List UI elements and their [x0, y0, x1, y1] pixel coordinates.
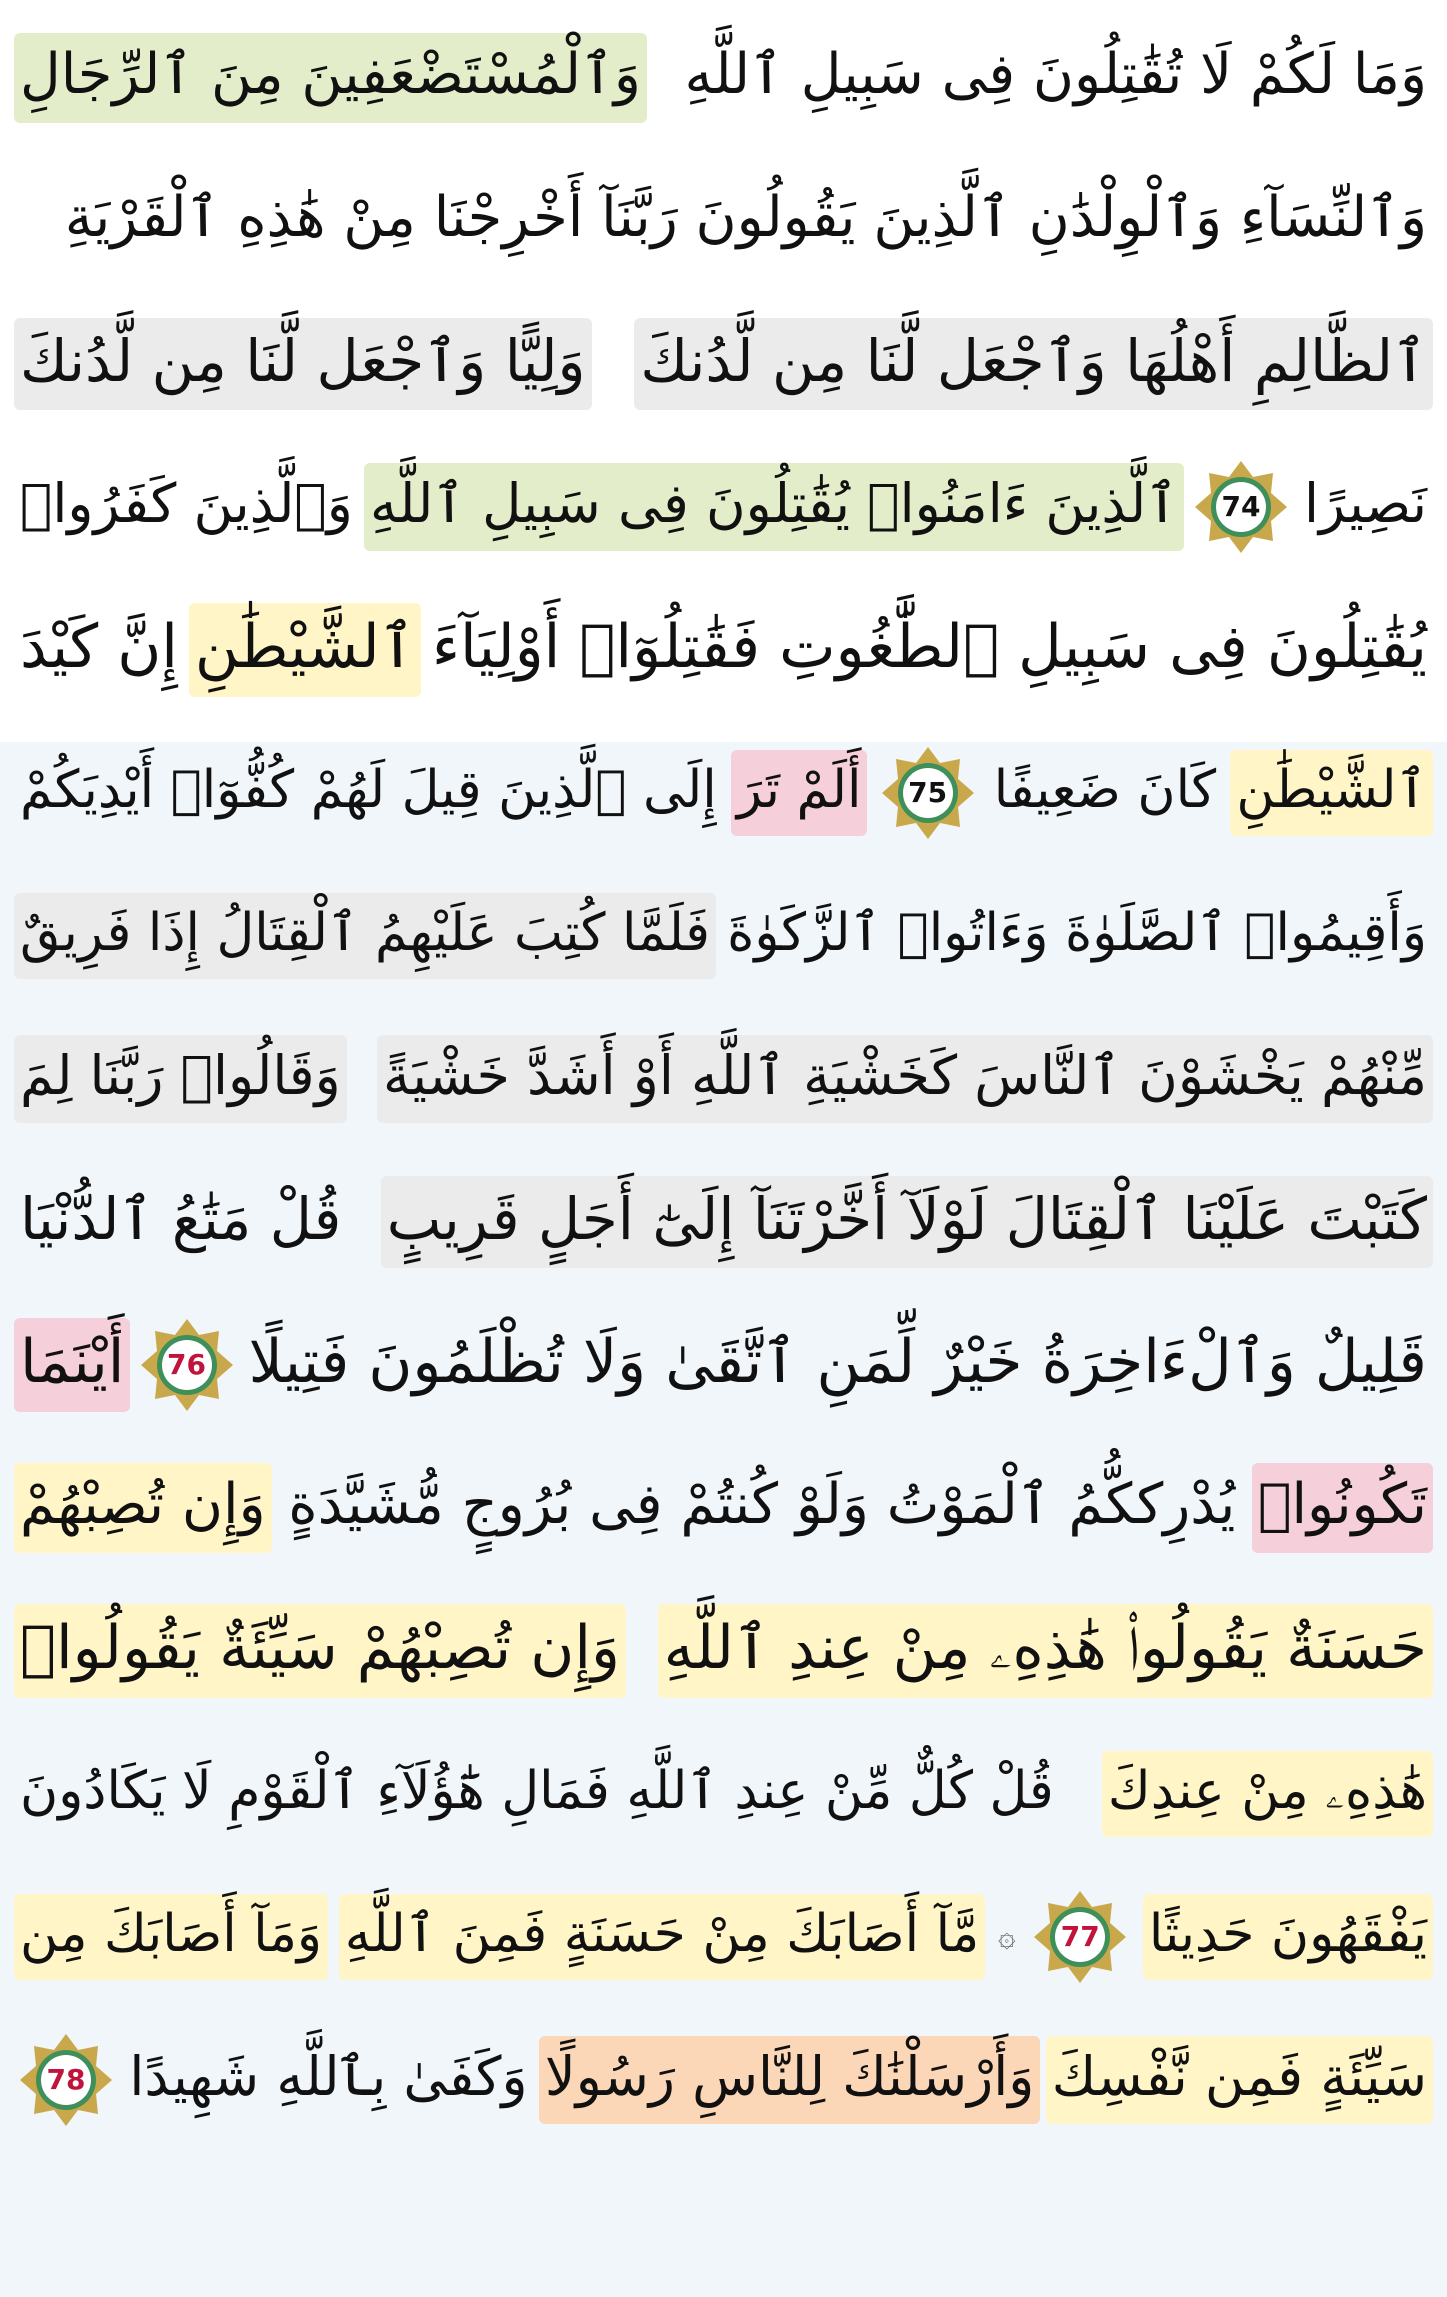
text-line-15: [14, 2008, 1433, 2151]
verse-text: ٱلَّذِينَ ءَامَنُوا۟ يُقَٰتِلُونَ فِى سَبِيلِ ٱللَّهِ: [364, 463, 1184, 551]
ayah-number-marker[interactable]: [18, 2032, 114, 2128]
verse-text: وَأَرْسَلْنَٰكَ لِلنَّاسِ رَسُولًا: [539, 2036, 1040, 2124]
verse-text: أَيْنَمَا: [14, 1318, 130, 1412]
ayah-number: 75: [908, 775, 948, 809]
text-line-14: [14, 1865, 1433, 2008]
verse-text: قَلِيلٌ وَٱلْءَاخِرَةُ خَيْرٌ لِّمَنِ ٱتَّقَىٰ وَلَا تُظْلَمُونَ فَتِيلًا: [248, 1326, 1427, 1397]
verse-text: يَفْقَهُونَ حَدِيثًا: [1143, 1894, 1433, 1980]
text-line-6: [14, 721, 1433, 864]
text-line-9: [14, 1150, 1433, 1293]
verse-text: تَكُونُوا۟: [1252, 1463, 1433, 1553]
text-line-5: [14, 578, 1433, 721]
verse-text: قُلْ مَتَٰعُ ٱلدُّنْيَا: [20, 1184, 342, 1253]
verse-text: وَإِن تُصِبْهُمْ: [14, 1463, 272, 1553]
verse-text: يُدْرِككُّمُ ٱلْمَوْتُ وَلَوْ كُنتُمْ فِى بُرُوجٍ مُّشَيَّدَةٍ: [288, 1471, 1236, 1537]
text-line-10: [14, 1293, 1433, 1436]
verse-text: ٱلشَّيْطَٰنِ: [1230, 750, 1433, 836]
verse-text: نَصِيرًا: [1304, 471, 1427, 535]
verse-text: وَٱلْمُسْتَضْعَفِينَ مِنَ ٱلرِّجَالِ: [14, 33, 647, 123]
text-line-7: [14, 864, 1433, 1007]
verse-text: إِنَّ كَيْدَ: [20, 611, 178, 682]
text-line-1: [14, 6, 1433, 149]
text-line-2: [14, 149, 1433, 292]
verse-text: هَٰذِهِۦ مِنْ عِندِكَ: [1102, 1751, 1433, 1837]
verse-text: ٱلظَّالِمِ أَهْلُهَا وَٱجْعَل لَّنَا مِن لَّدُنكَ: [634, 318, 1433, 410]
ayah-number-marker[interactable]: [139, 1317, 235, 1413]
verse-text: أَلَمْ تَرَ: [731, 750, 868, 836]
verse-text: حَسَنَةٌ يَقُولُوا۟ هَٰذِهِۦ مِنْ عِندِ ٱللَّهِ: [658, 1604, 1433, 1698]
text-line-12: [14, 1579, 1433, 1722]
text-line-13: [14, 1722, 1433, 1865]
verse-text: وَمَا لَكُمْ لَا تُقَٰتِلُونَ فِى سَبِيلِ ٱللَّهِ: [684, 41, 1427, 107]
verse-text: وَقَالُوا۟ رَبَّنَا لِمَ: [14, 1035, 347, 1123]
verse-text: مَّآ أَصَابَكَ مِنْ حَسَنَةٍ فَمِنَ ٱللَّهِ: [339, 1894, 986, 1980]
ayah-number: 76: [167, 1347, 206, 1381]
ayah-number-marker[interactable]: [1032, 1889, 1128, 1985]
ayah-number-marker[interactable]: [1193, 459, 1289, 555]
verse-text: قُلْ كُلٌّ مِّنْ عِندِ ٱللَّهِ فَمَالِ هَٰٓؤُلَآءِ ٱلْقَوْمِ لَا يَكَادُونَ: [20, 1760, 1054, 1821]
ayah-number-marker[interactable]: [880, 745, 976, 841]
verse-text: وَٱلنِّسَآءِ وَٱلْوِلْدَٰنِ ٱلَّذِينَ يَقُولُونَ رَبَّنَآ أَخْرِجْنَا مِنْ هَٰذِهِ ٱلْقَرْيَةِ: [64, 184, 1427, 250]
verse-text: وَكَفَىٰ بِٱللَّهِ شَهِيدًا: [129, 2044, 528, 2108]
verse-text: مِّنْهُمْ يَخْشَوْنَ ٱلنَّاسَ كَخَشْيَةِ ٱللَّهِ أَوْ أَشَدَّ خَشْيَةً: [377, 1035, 1433, 1123]
sajdah-mark-icon: ۞: [997, 1918, 1016, 1954]
verse-text: كَتَبْتَ عَلَيْنَا ٱلْقِتَالَ لَوْلَآ أَخَّرْتَنَآ إِلَىٰٓ أَجَلٍ قَرِيبٍ: [381, 1176, 1433, 1268]
verse-text: وَإِن تُصِبْهُمْ سَيِّئَةٌ يَقُولُوا۟: [14, 1604, 626, 1698]
ayah-number: 74: [1221, 489, 1261, 523]
text-line-4: [14, 435, 1433, 578]
verse-text: وَمَآ أَصَابَكَ مِن: [14, 1894, 328, 1980]
verse-text: يُقَٰتِلُونَ فِى سَبِيلِ ٱلطَّٰغُوتِ فَقَٰتِلُوٓا۟ أَوْلِيَآءَ: [431, 611, 1427, 682]
verse-text: ٱلشَّيْطَٰنِ: [189, 603, 421, 697]
text-line-8: [14, 1007, 1433, 1150]
ayah-number: 78: [46, 2062, 86, 2096]
verse-text: وَٱلَّذِينَ كَفَرُوا۟: [20, 471, 353, 535]
verse-text: فَلَمَّا كُتِبَ عَلَيْهِمُ ٱلْقِتَالُ إِذَا فَرِيقٌ: [14, 893, 716, 979]
verse-text: وَأَقِيمُوا۟ ٱلصَّلَوٰةَ وَءَاتُوا۟ ٱلزَّكَوٰةَ: [727, 902, 1427, 963]
text-line-3: [14, 292, 1433, 435]
verse-text: إِلَى ٱلَّذِينَ قِيلَ لَهُمْ كُفُّوٓا۟ أَيْدِيَكُمْ: [20, 759, 717, 820]
verse-text: سَيِّئَةٍ فَمِن نَّفْسِكَ: [1046, 2036, 1433, 2124]
text-line-11: [14, 1436, 1433, 1579]
verse-text: كَانَ ضَعِيفًا: [993, 759, 1217, 820]
verse-text: وَلِيًّا وَٱجْعَل لَّنَا مِن لَّدُنكَ: [14, 318, 592, 410]
ayah-number: 77: [1060, 1919, 1100, 1953]
